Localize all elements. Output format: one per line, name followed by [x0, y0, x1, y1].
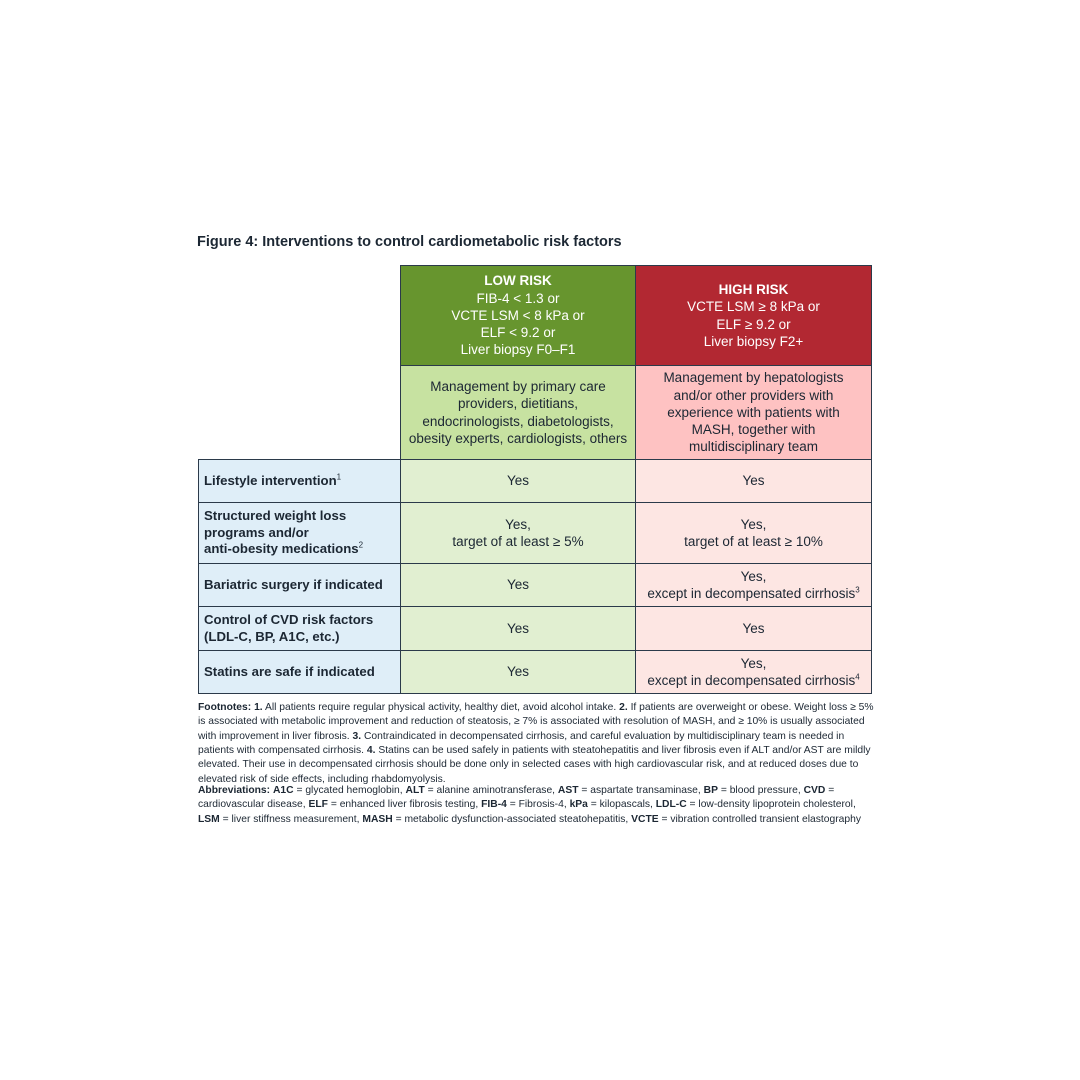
intervention-label [199, 607, 401, 651]
text-line: obesity experts, cardiologists, others [408, 430, 628, 446]
text-line: VCTE LSM < 8 kPa or [451, 307, 585, 323]
abbreviation-term: VCTE [631, 813, 659, 825]
label-line [204, 473, 400, 490]
label-text: Statins are safe if indicated [204, 663, 375, 679]
recommendation-text: except in decompensated cirrhosis [647, 673, 856, 688]
recommendation-line [401, 663, 635, 680]
text-line: FIB-4 < 1.3 or [476, 290, 560, 306]
intervention-label [199, 503, 401, 564]
low-risk-management [401, 366, 636, 460]
recommendation-line [636, 516, 871, 533]
recommendation-line [636, 672, 871, 689]
text-line: Management by hepatologists [663, 370, 844, 386]
abbreviation-definition: vibration controlled transient elastography [670, 813, 861, 825]
text-line: ELF ≥ 9.2 or [716, 316, 791, 332]
recommendation-line [401, 620, 635, 637]
abbreviations-heading: Abbreviations: [198, 785, 271, 796]
abbreviation-definition: low-density lipoprotein cholesterol [698, 799, 853, 811]
recommendation-line [401, 472, 635, 489]
intervention-row [199, 651, 872, 694]
recommendation-text: except in decompensated cirrhosis [647, 586, 856, 601]
low-risk-recommendation [401, 607, 636, 651]
recommendation-text: Yes, [740, 516, 767, 532]
recommendation-line [401, 533, 635, 550]
management-row [199, 366, 872, 460]
label-text: Structured weight loss [204, 507, 347, 523]
intervention-row [199, 503, 872, 564]
text-line: providers, dietitians, [457, 396, 579, 412]
recommendation-text: Yes [506, 664, 530, 680]
label-text: Lifestyle intervention [204, 472, 337, 488]
high-risk-header [636, 266, 872, 366]
footnote-number: 3. [352, 730, 362, 742]
footnote-ref: 2 [358, 541, 364, 551]
recommendation-text: Yes [506, 620, 530, 636]
text-line: VCTE LSM ≥ 8 kPa or [687, 299, 820, 315]
label-text: (LDL-C, BP, A1C, etc.) [204, 628, 340, 644]
high-risk-recommendation [636, 503, 872, 564]
footnote-ref: 3 [855, 585, 860, 595]
low-risk-recommendation [401, 460, 636, 503]
abbreviation-term: LDL-C [655, 799, 687, 811]
blank-cell [199, 266, 401, 366]
recommendation-text: target of at least ≥ 10% [684, 534, 823, 549]
text-line: multidisciplinary team [688, 439, 819, 455]
low-risk-recommendation [401, 651, 636, 694]
label-text: Control of CVD risk factors [204, 611, 374, 627]
label-line [204, 525, 400, 542]
abbreviation-term: FIB-4 [481, 799, 507, 811]
recommendation-text: target of at least ≥ 5% [452, 534, 584, 549]
abbreviation-term: CVD [803, 785, 826, 796]
recommendation-line [401, 516, 635, 533]
text-line: Liver biopsy F0–F1 [460, 342, 576, 358]
footnote-text: All patients require regular physical activity, healthy diet, avoid alcohol intake. [264, 702, 617, 713]
recommendation-text: Yes, [740, 568, 767, 584]
label-text: Bariatric surgery if indicated [204, 576, 383, 592]
high-risk-recommendation [636, 460, 872, 503]
risk-header-row [199, 266, 872, 366]
recommendation-text: Yes [742, 620, 765, 636]
footnote-text: If patients are overweight or obese. Weight loss ≥ 5% is associated with metabolic improvement and reduction of steatosis, ≥ 7% is associated with resolution of MASH, and ≥ 10% is usually associated with improvement in liver fibrosis. [198, 702, 874, 742]
text-line: ELF < 9.2 or [480, 325, 556, 341]
label-text: anti-obesity medications [204, 541, 359, 557]
label-line [204, 577, 400, 594]
recommendation-text: Yes [506, 473, 530, 489]
footnotes [198, 701, 874, 787]
high-risk-recommendation [636, 607, 872, 651]
low-risk-recommendation [401, 503, 636, 564]
abbreviation-definition: kilopascals [599, 799, 651, 811]
intervention-row [199, 607, 872, 651]
footnote-number: 1. [254, 702, 263, 713]
abbreviation-term: AST [557, 785, 579, 796]
abbreviation-term: ALT [405, 785, 425, 796]
footnote-ref: 1 [336, 472, 342, 482]
recommendation-line [636, 472, 871, 489]
abbreviation-definition: enhanced liver fibrosis testing [339, 799, 476, 811]
text-line: Liver biopsy F2+ [703, 333, 804, 349]
high-risk-title: HIGH RISK [718, 281, 789, 297]
recommendation-line [636, 585, 871, 602]
interventions-table [198, 265, 872, 694]
low-risk-recommendation [401, 564, 636, 607]
footnote-number: 2. [619, 702, 628, 713]
abbreviation-term: LSM [198, 813, 220, 825]
abbreviation-term: ELF [308, 799, 328, 811]
abbreviation-definition: liver stiffness measurement [231, 813, 357, 825]
recommendation-line [636, 620, 871, 637]
text-line: endocrinologists, diabetologists, [422, 413, 614, 429]
abbreviation-term: BP [703, 785, 718, 796]
footnote-text: Contraindicated in decompensated cirrhosis, and careful evaluation by multidisciplinary team is needed in patients with compensated cirrhosis. [198, 730, 845, 756]
recommendation-text: Yes [506, 577, 530, 593]
abbreviation-definition: alanine aminotransferase [436, 785, 553, 796]
label-line [204, 508, 400, 525]
intervention-label [199, 651, 401, 694]
label-line [204, 541, 400, 558]
figure-title: Figure 4: Interventions to control cardiometabolic risk factors [197, 234, 622, 250]
abbreviation-definition: metabolic dysfunction-associated steatohepatitis [404, 813, 626, 825]
abbreviation-definition: blood pressure [729, 785, 798, 796]
text-line: MASH, together with [691, 422, 816, 438]
abbreviation-definition: cardiovascular disease [198, 799, 303, 811]
abbreviation-definition: Fibrosis-4 [518, 799, 564, 811]
label-text: programs and/or [204, 524, 309, 540]
low-risk-header [401, 266, 636, 366]
abbreviation-term: MASH [362, 813, 393, 825]
text-line: Management by primary care [430, 378, 606, 394]
high-risk-recommendation [636, 564, 872, 607]
footnote-ref: 4 [855, 672, 860, 682]
low-risk-title: LOW RISK [484, 273, 552, 289]
abbreviation-term: kPa [569, 799, 588, 811]
text-line: experience with patients with [667, 404, 840, 420]
abbreviation-definition: aspartate transaminase [590, 785, 698, 796]
label-line [204, 664, 400, 681]
abbreviations: Abbreviations: A1C = glycated hemoglobin, ALT = alanine aminotransferase, AST = aspartate transaminase, BP = blood pressure, CVD = cardiovascular disease, ELF = enhanced liver fibrosis testing, FIB-4 = Fibrosis-4, kPa = kilopascals, LDL-C = low-density lipoprotein cholesterol, LSM = liver stiffness measurement, MASH = metabolic dysfunction-associated steatohepatitis, VCTE = vibration controlled transient elastography [198, 785, 861, 825]
intervention-label [199, 564, 401, 607]
text-line: and/or other providers with [673, 387, 834, 403]
recommendation-text: Yes [742, 473, 765, 489]
recommendation-line [636, 568, 871, 585]
high-risk-recommendation [636, 651, 872, 694]
recommendation-line [636, 533, 871, 550]
footnote-text: Statins can be used safely in patients with steatohepatitis and liver fibrosis even if ALT and/or AST are mildly elevated. Their use in decompensated cirrhosis should be done only in selected cases with high cardiovascular risk, and at reduced doses due to elevated risk of side effects, including rhabdomyolysis. [198, 744, 871, 785]
recommendation-line [636, 655, 871, 672]
abbreviation-definition: glycated hemoglobin [305, 785, 400, 796]
intervention-row [199, 564, 872, 607]
blank-cell [199, 366, 401, 460]
recommendation-line [401, 576, 635, 593]
footnote-number: 4. [366, 744, 376, 756]
label-line [204, 612, 400, 629]
intervention-row [199, 460, 872, 503]
abbreviation-term: A1C [272, 785, 294, 796]
intervention-label [199, 460, 401, 503]
recommendation-text: Yes, [505, 516, 531, 532]
label-line [204, 629, 400, 646]
recommendation-text: Yes, [740, 655, 767, 671]
footnotes-heading: Footnotes: [198, 702, 252, 713]
high-risk-management [636, 366, 872, 460]
